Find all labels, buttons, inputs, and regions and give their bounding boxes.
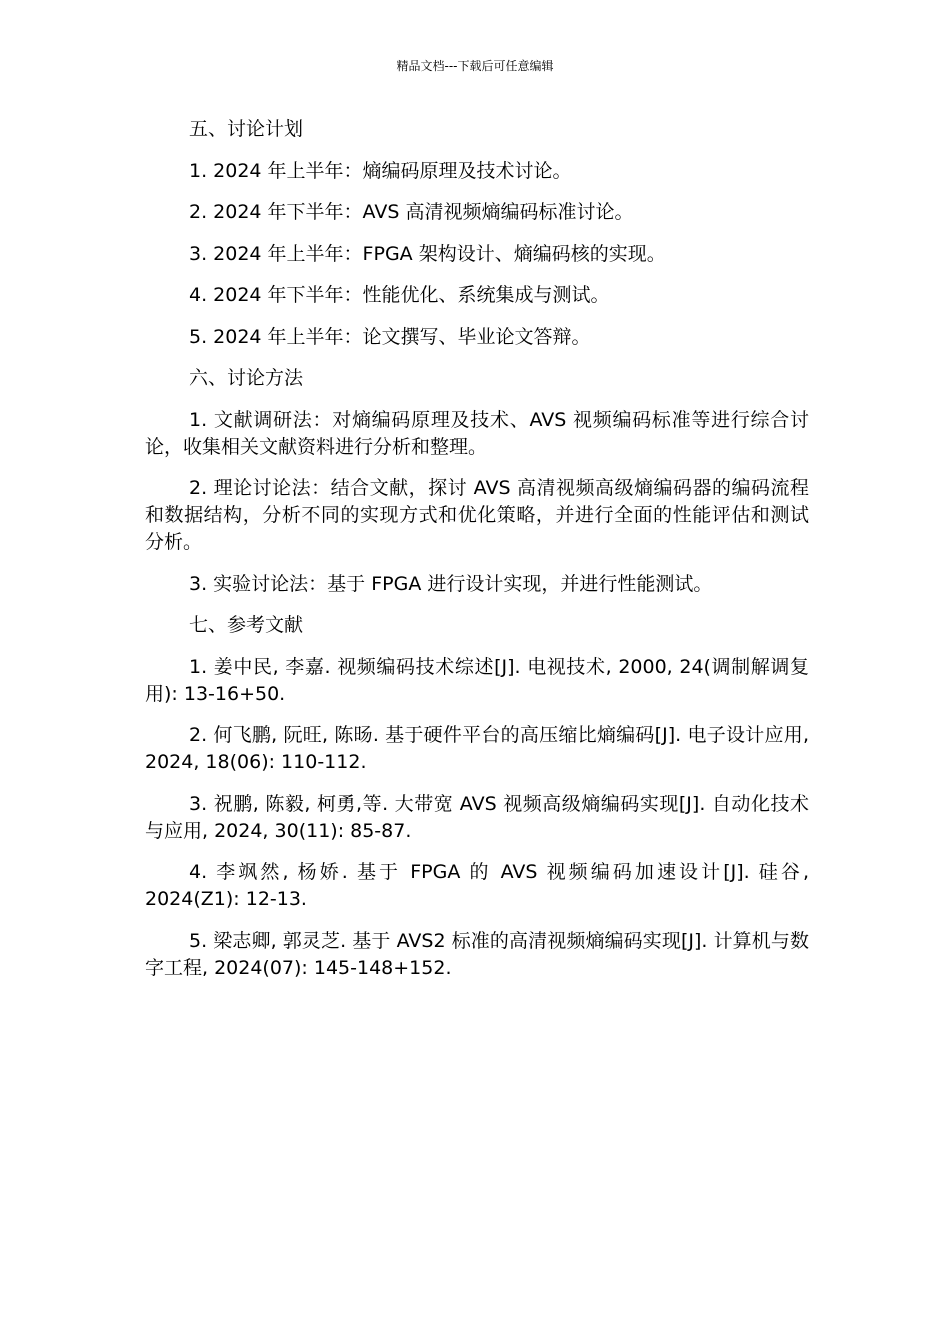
section-heading-methods: 六、讨论方法 bbox=[189, 367, 304, 389]
reference-item-4: 4. 李飒然, 杨娇. 基于 FPGA 的 AVS 视频编码加速设计[J]. 硅谷, 2024(Z1): 12-13. bbox=[145, 861, 809, 910]
reference-item-2: 2. 何飞鹏, 阮旺, 陈旸. 基于硬件平台的高压缩比熵编码[J]. 电子设计应用, 2024, 18(06): 110-112. bbox=[145, 724, 809, 773]
plan-item-1: 1. 2024 年上半年：熵编码原理及技术讨论。 bbox=[189, 159, 572, 182]
plan-item-5: 5. 2024 年上半年：论文撰写、毕业论文答辩。 bbox=[189, 325, 591, 348]
section-heading-references: 七、参考文献 bbox=[189, 614, 304, 636]
page-header: 精品文档---下载后可任意编辑 bbox=[396, 59, 554, 73]
plan-item-2: 2. 2024 年下半年：AVS 高清视频熵编码标准讨论。 bbox=[189, 201, 634, 223]
document-body bbox=[145, 116, 809, 996]
reference-item-5: 5. 梁志卿, 郭灵芝. 基于 AVS2 标准的高清视频熵编码实现[J]. 计算机与数字工程, 2024(07): 145-148+152. bbox=[145, 929, 809, 979]
method-item-1: 1. 文献调研法：对熵编码原理及技术、AVS 视频编码标准等进行综合讨论，收集相关文献资料进行分析和整理。 bbox=[145, 408, 809, 458]
method-item-3: 3. 实验讨论法：基于 FPGA 进行设计实现，并进行性能测试。 bbox=[189, 572, 713, 595]
plan-item-4: 4. 2024 年下半年：性能优化、系统集成与测试。 bbox=[189, 284, 610, 306]
reference-item-3: 3. 祝鹏, 陈毅, 柯勇,等. 大带宽 AVS 视频高级熵编码实现[J]. 自动化技术与应用, 2024, 30(11): 85-87. bbox=[145, 792, 809, 842]
method-item-2: 2. 理论讨论法：结合文献，探讨 AVS 高清视频高级熵编码器的编码流程和数据结构，分析不同的实现方式和优化策略，并进行全面的性能评估和测试分析。 bbox=[145, 477, 809, 553]
section-heading-plan: 五、讨论计划 bbox=[189, 118, 304, 140]
reference-item-1: 1. 姜中民, 李嘉. 视频编码技术综述[J]. 电视技术, 2000, 24(调制解调复用): 13-16+50. bbox=[145, 655, 809, 705]
plan-item-3: 3. 2024 年上半年：FPGA 架构设计、熵编码核的实现。 bbox=[189, 242, 666, 265]
